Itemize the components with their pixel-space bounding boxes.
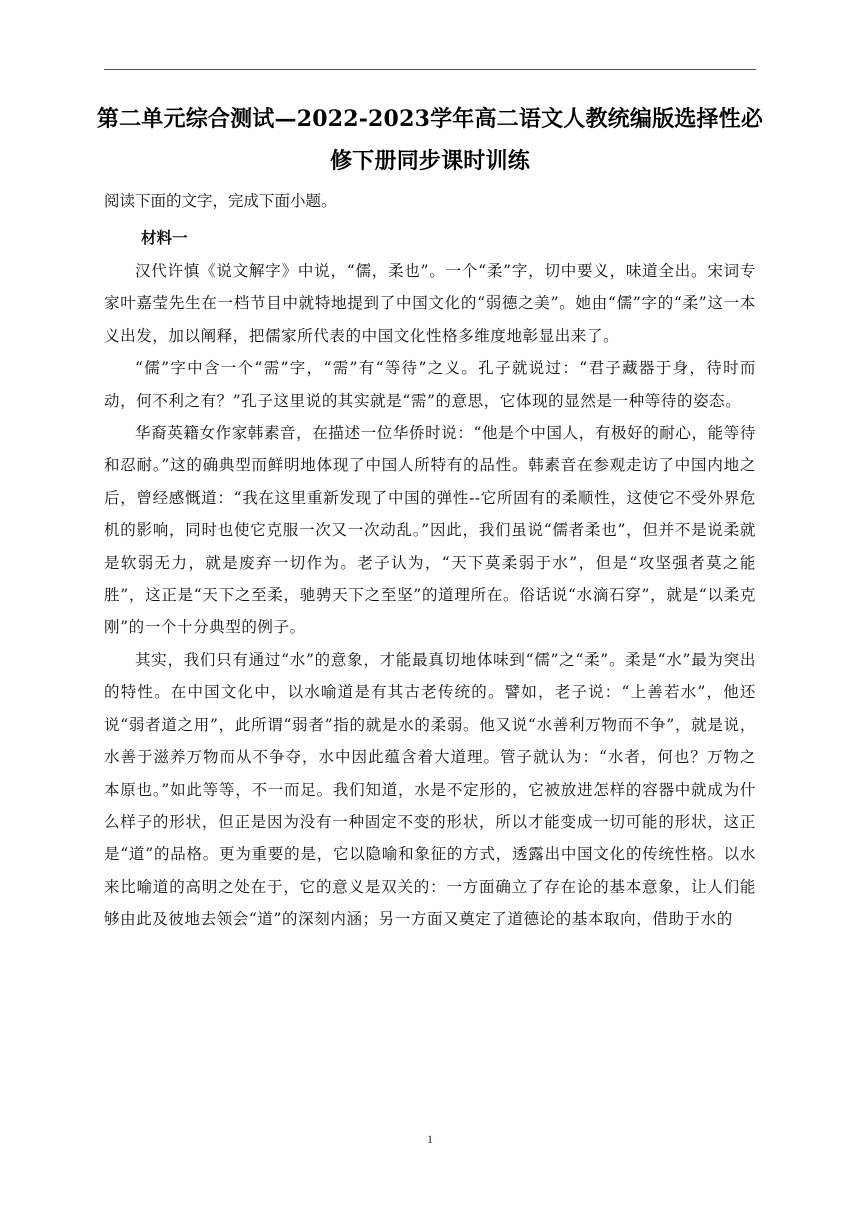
document-title: 第二单元综合测试—2022-2023学年高二语文人教统编版选择性必修下册同步课时训练 xyxy=(96,106,764,174)
passage-body xyxy=(104,255,756,936)
page-number: 1 xyxy=(427,1132,433,1146)
paragraph-2: “儒”字中含一个“需”字，“需”有“等待”之义。孔子就说过：“君子藏器于身，待时而动，何不利之有？”孔子这里说的其实就是“需”的意思，它体现的显然是一种等待的姿态。 xyxy=(104,359,756,410)
section-heading: 材料一 xyxy=(141,228,188,247)
paragraph-4: 其实，我们只有通过“水”的意象，才能最真切地体味到“儒”之“柔”。柔是“水”最为突出的特性。在中国文化中，以水喻道是有其古老传统的。譬如，老子说：“上善若水”，他还说“弱者道之用”，此所谓“弱者”指的就是水的柔弱。他又说“水善利万物而不争”，就是说，水善于滋养万物而从不争夺，水中因此蕴含着大道理。管子就认为：“水者，何也？万物之本原也。”如此等等，不一而足。我们知道，水是不定形的，它被放进怎样的容器中就成为什么样子的形状，但正是因为没有一种固定不变的形状，所以才能变成一切可能的形状，这正是“道”的品格。更为重要的是，它以隐喻和象征的方式，透露出中国文化的传统性格。以水来比喻道的高明之处在于，它的意义是双关的：一方面确立了存在论的基本意象，让人们能够由此及彼地去领会“道”的深刻内涵；另一方面又奠定了道德论的基本取向，借助于水的 xyxy=(104,650,756,929)
header-rule xyxy=(104,69,756,70)
paragraph-1: 汉代许慎《说文解字》中说，“儒，柔也”。一个“柔”字，切中要义，味道全出。宋词专家叶嘉莹先生在一档节目中就特地提到了中国文化的“弱德之美”。她由“儒”字的“柔”这一本义出发，加以阐释，把儒家所代表的中国文化性格多维度地彰显出来了。 xyxy=(104,262,756,345)
paragraph-3: 华裔英籍女作家韩素音，在描述一位华侨时说：“他是个中国人，有极好的耐心，能等待和忍耐。”这的确典型而鲜明地体现了中国人所特有的品性。韩素音在参观走访了中国内地之后，曾经感慨道：“我在这里重新发现了中国的弹性--它所固有的柔顺性，这使它不受外界危机的影响，同时也使它克服一次又一次动乱。”因此，我们虽说“儒者柔也”，但并不是说柔就是软弱无力，就是废弃一切作为。老子认为，“天下莫柔弱于水”，但是“攻坚强者莫之能胜”，这正是“天下之至柔，驰骋天下之至坚”的道理所在。俗话说“水滴石穿”，就是“以柔克刚”的一个十分典型的例子。 xyxy=(104,424,756,637)
instruction-text: 阅读下面的文字，完成下面小题。 xyxy=(104,192,337,210)
